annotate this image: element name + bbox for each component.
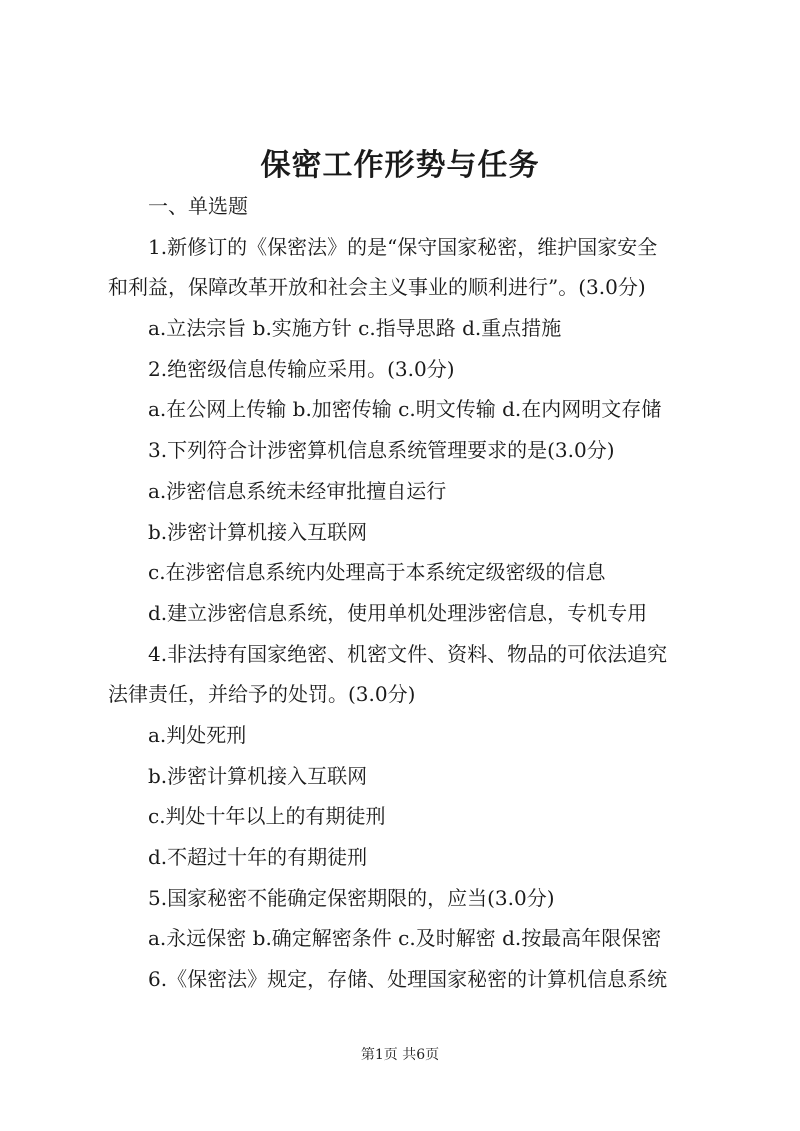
question-4-line-2: 法律责任，并给予的处罚。(3.0分) [108,682,416,707]
question-3-option-c: c.在涉密信息系统内处理高于本系统定级密级的信息 [148,560,606,585]
section-heading: 一、单选题 [148,194,248,218]
question-3-option-d: d.建立涉密信息系统，使用单机处理涉密信息，专机专用 [148,600,648,625]
question-3-option-b: b.涉密计算机接入互联网 [148,519,368,544]
question-3: 3.下列符合计涉密算机信息系统管理要求的是(3.0分) [148,438,615,463]
question-2: 2.绝密级信息传输应采用。(3.0分) [148,356,455,381]
question-1-options: a.立法宗旨 b.实施方针 c.指导思路 d.重点措施 [148,316,562,341]
question-2-options: a.在公网上传输 b.加密传输 c.明文传输 d.在内网明文存储 [148,397,662,422]
question-5: 5.国家秘密不能确定保密期限的，应当(3.0分) [148,885,555,910]
question-1-line-1: 1.新修订的《保密法》的是“保守国家秘密，维护国家安全 [148,234,658,259]
question-1-line-2: 和利益，保障改革开放和社会主义事业的顺利进行”。(3.0分) [108,275,646,300]
question-4-option-c: c.判处十年以上的有期徒刑 [148,804,386,829]
page-footer: 第1页 共6页 [360,1047,440,1063]
question-4-line-1: 4.非法持有国家绝密、机密文件、资料、物品的可依法追究 [148,641,668,666]
document-body [108,186,702,1000]
question-3-option-a: a.涉密信息系统未经审批擅自运行 [148,478,447,503]
question-4-option-b: b.涉密计算机接入互联网 [148,763,368,788]
question-4-option-a: a.判处死刑 [148,722,247,747]
question-4-option-d: d.不超过十年的有期徒刑 [148,845,368,869]
page-title: 保密工作形势与任务 [260,148,540,183]
question-5-options: a.永远保密 b.确定解密条件 c.及时解密 d.按最高年限保密 [148,926,662,951]
question-6-line-1: 6.《保密法》规定，存储、处理国家秘密的计算机信息系统 [148,967,668,992]
